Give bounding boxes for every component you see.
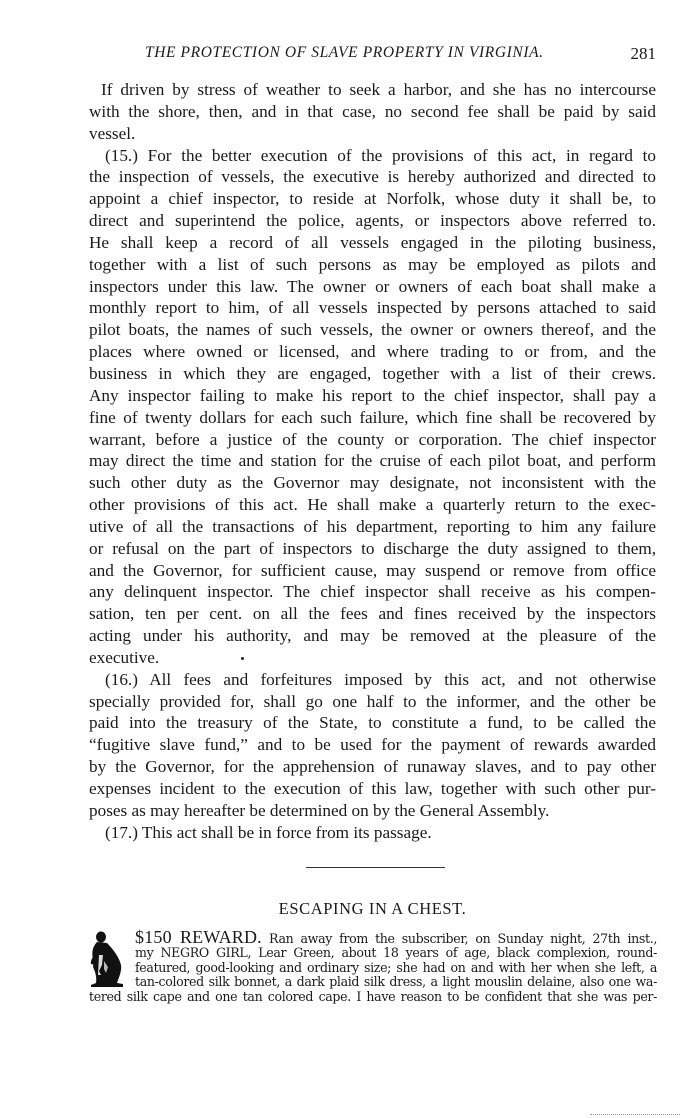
text-line: with the shore, then, and in that case, no second fee shall be paid by said: [89, 101, 656, 121]
running-head: [89, 44, 656, 66]
text-line: places where owned or licensed, and where trading to or from, and the: [89, 342, 656, 362]
ad-line: featured, good-looking and ordinary size; she had on and with her when she left, a: [135, 959, 657, 975]
body-text: [89, 79, 656, 844]
running-head-title: THE PROTECTION OF SLAVE PROPERTY IN VIRGINIA.: [145, 44, 544, 61]
text-line: Any inspector failing to make his report to the chief inspector, shall pay a: [89, 385, 656, 405]
text-line: paid into the treasury of the State, to constitute a fund, to be called the: [89, 713, 656, 733]
paragraph-15-start: (15.) For the better execution of the provisions of this act, in regard to: [105, 145, 656, 165]
text-line: or refusal on the part of inspectors to discharge the duty assigned to them,: [89, 538, 656, 558]
section-divider: [306, 867, 445, 868]
text-line: If driven by stress of weather to seek a harbor, and she has no intercourse: [101, 80, 656, 99]
text-line: direct and superintend the police, agents, or inspectors above referred to.: [89, 211, 656, 231]
text-line: poses as may hereafter be determined on by the General Assembly.: [89, 800, 550, 820]
text-line: business in which they are engaged, together with a list of their crews.: [89, 363, 656, 383]
text-line: other provisions of this act. He shall make a quarterly return to the exec-: [89, 495, 656, 515]
ad-line: tered silk cape and one tan colored cape. I have reason to be confident that she was per-: [89, 988, 657, 1004]
text-line-content: executive.: [89, 647, 160, 667]
text-line: together with a list of such persons as may be employed as pilots and: [89, 254, 656, 274]
stray-dot-mark: [241, 657, 244, 660]
text-line: He shall keep a record of all vessels engaged in the piloting business,: [89, 232, 656, 252]
text-line: “fugitive slave fund,” and to be used for the payment of rewards awarded: [89, 735, 656, 755]
text-line: inspectors under this law. The owner or owners of each boat shall make a: [89, 276, 656, 296]
page-number: 281: [630, 44, 656, 63]
text-line: vessel.: [89, 123, 136, 143]
section-heading: ESCAPING IN A CHEST.: [278, 899, 467, 918]
text-line: and the Governor, for sufficient cause, may suspend or remove from office: [89, 560, 656, 580]
scan-artifact: [590, 1114, 680, 1116]
ad-line: tan-colored silk bonnet, a dark plaid silk dress, a light mouslin delaine, also one wa-: [135, 974, 657, 990]
ad-line: [89, 929, 657, 946]
text-line: utive of all the transactions of his department, reporting to him any failure: [89, 516, 656, 536]
text-line: any delinquent inspector. The chief inspector shall receive as his compen-: [89, 582, 656, 602]
paragraph-17: (17.) This act shall be in force from its passage.: [105, 822, 432, 842]
text-line: sation, ten per cent. on all the fees and fines received by the inspectors: [89, 604, 656, 624]
text-line: appoint a chief inspector, to reside at Norfolk, whose duty it shall be, to: [89, 189, 656, 209]
ad-line: my NEGRO GIRL, Lear Green, about 18 years of age, black complexion, round-: [135, 945, 657, 960]
text-line: pilot boats, the names of such vessels, the owner or owners thereof, and the: [89, 320, 656, 340]
text-line: such other duty as the Governor may designate, not inconsistent with the: [89, 473, 656, 493]
text-line: acting under his authority, and may be removed at the pleasure of the: [89, 626, 656, 646]
paragraph-16-start: (16.) All fees and forfeitures imposed by this act, and not otherwise: [105, 669, 656, 689]
text-line: may direct the time and station for the cruise of each pilot boat, and perform: [89, 451, 656, 471]
text-line: by the Governor, for the apprehension of runaway slaves, and to pay other: [89, 757, 656, 777]
text-line: monthly report to him, of all vessels inspected by persons attached to said: [89, 298, 656, 318]
text-line: the inspection of vessels, the executive is hereby authorized and directed to: [89, 167, 656, 187]
text-line: specially provided for, shall go one half to the informer, and the other be: [89, 691, 656, 711]
text-line: fine of twenty dollars for each such failure, which fine shall be recovered by: [89, 407, 656, 427]
text-line: warrant, before a justice of the county or corporation. The chief inspector: [89, 429, 656, 449]
ad-line-text: Ran away from the subscriber, on Sunday night, 27th inst.,: [269, 931, 658, 946]
text-line: [89, 647, 656, 669]
text-line: expenses incident to the execution of this law, together with such other pur-: [89, 779, 656, 798]
reward-label: $150 REWARD.: [135, 927, 262, 947]
